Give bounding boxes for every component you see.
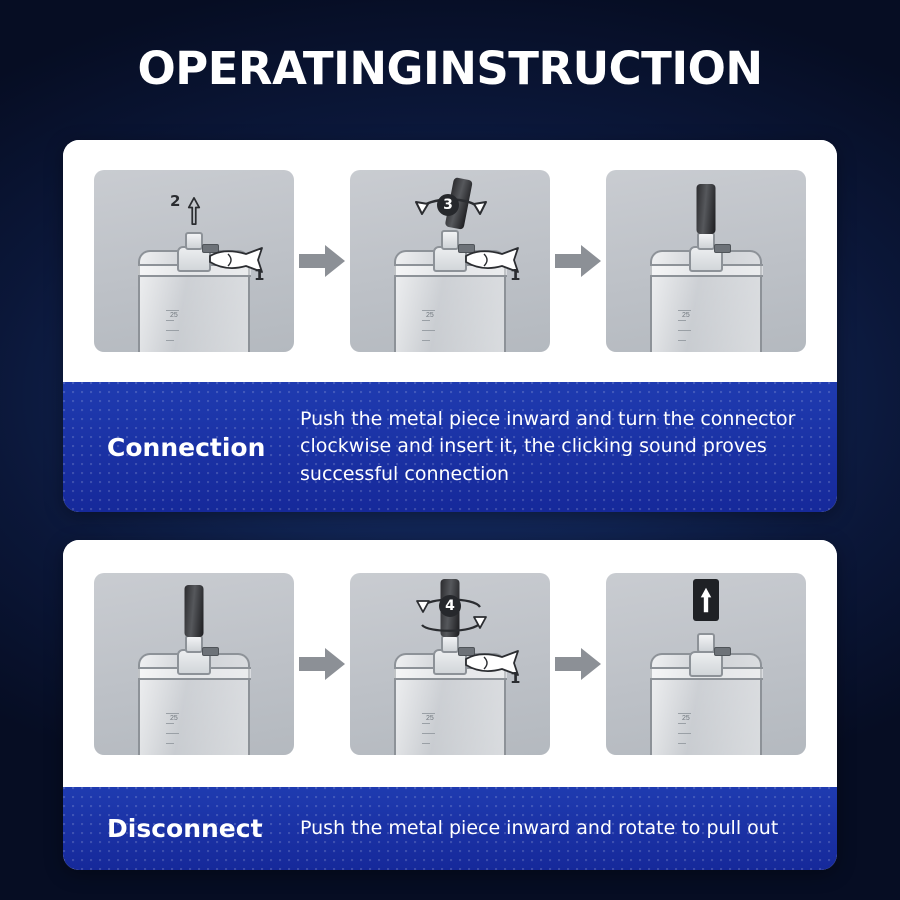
page-title: OPERATINGINSTRUCTION [137, 42, 763, 95]
marker-4: 4 [439, 595, 461, 617]
connector-neck [697, 633, 715, 653]
connector-neck [185, 232, 203, 250]
connection-text: Push the metal piece inward and turn the connector clockwise and insert it, the clicking sound proves successful connection [300, 407, 796, 485]
arrow-up-icon [699, 585, 713, 615]
bottle-scale-number: 25 [682, 714, 690, 722]
marker-1: 1 [254, 266, 265, 284]
connection-caption [63, 382, 837, 512]
connection-step-row [63, 140, 837, 382]
arrow-disconnect-1 [294, 647, 350, 681]
disconnect-step-3-image [606, 573, 806, 755]
arrow-right-icon [299, 647, 345, 681]
arrow-disconnect-2 [550, 647, 606, 681]
metal-piece [714, 244, 731, 253]
disconnect-step-2-image [350, 573, 550, 755]
disconnect-text: Push the metal piece inward and rotate to pull out [300, 816, 779, 839]
connector-neck [185, 635, 203, 653]
disconnect-step-1-image [94, 573, 294, 755]
arrow-up-icon [187, 196, 201, 226]
disconnect-label: Disconnect [107, 814, 263, 843]
bottle-scale-number: 25 [426, 312, 434, 319]
disconnect-card [63, 540, 837, 870]
metal-piece [714, 647, 731, 656]
arrow-connection-1 [294, 244, 350, 278]
arrow-right-icon [555, 244, 601, 278]
connection-card [63, 140, 837, 512]
connection-label: Connection [107, 432, 266, 462]
arrow-right-icon [555, 647, 601, 681]
arrow-connection-2 [550, 244, 606, 278]
connector-neck [697, 232, 715, 250]
marker-1: 1 [510, 668, 521, 687]
bottle-scale-number: 25 [682, 312, 690, 319]
connection-step-3-image [606, 170, 806, 352]
connection-step-2-image [350, 170, 550, 352]
connector-neck [441, 635, 459, 653]
bottle-scale-number: 25 [426, 714, 434, 722]
arrow-right-icon [299, 244, 345, 278]
connection-step-1-image [94, 170, 294, 352]
bottle-scale-number: 25 [170, 312, 178, 319]
tube-connector [185, 585, 204, 637]
tube-connector [697, 184, 716, 234]
disconnect-caption [63, 787, 837, 870]
marker-1: 1 [510, 266, 521, 284]
bottle-scale-number: 25 [170, 714, 178, 722]
disconnect-step-row [63, 540, 837, 787]
marker-3: 3 [437, 194, 459, 216]
marker-2: 2 [170, 192, 181, 210]
metal-piece [202, 647, 219, 656]
connector-neck [441, 230, 459, 250]
